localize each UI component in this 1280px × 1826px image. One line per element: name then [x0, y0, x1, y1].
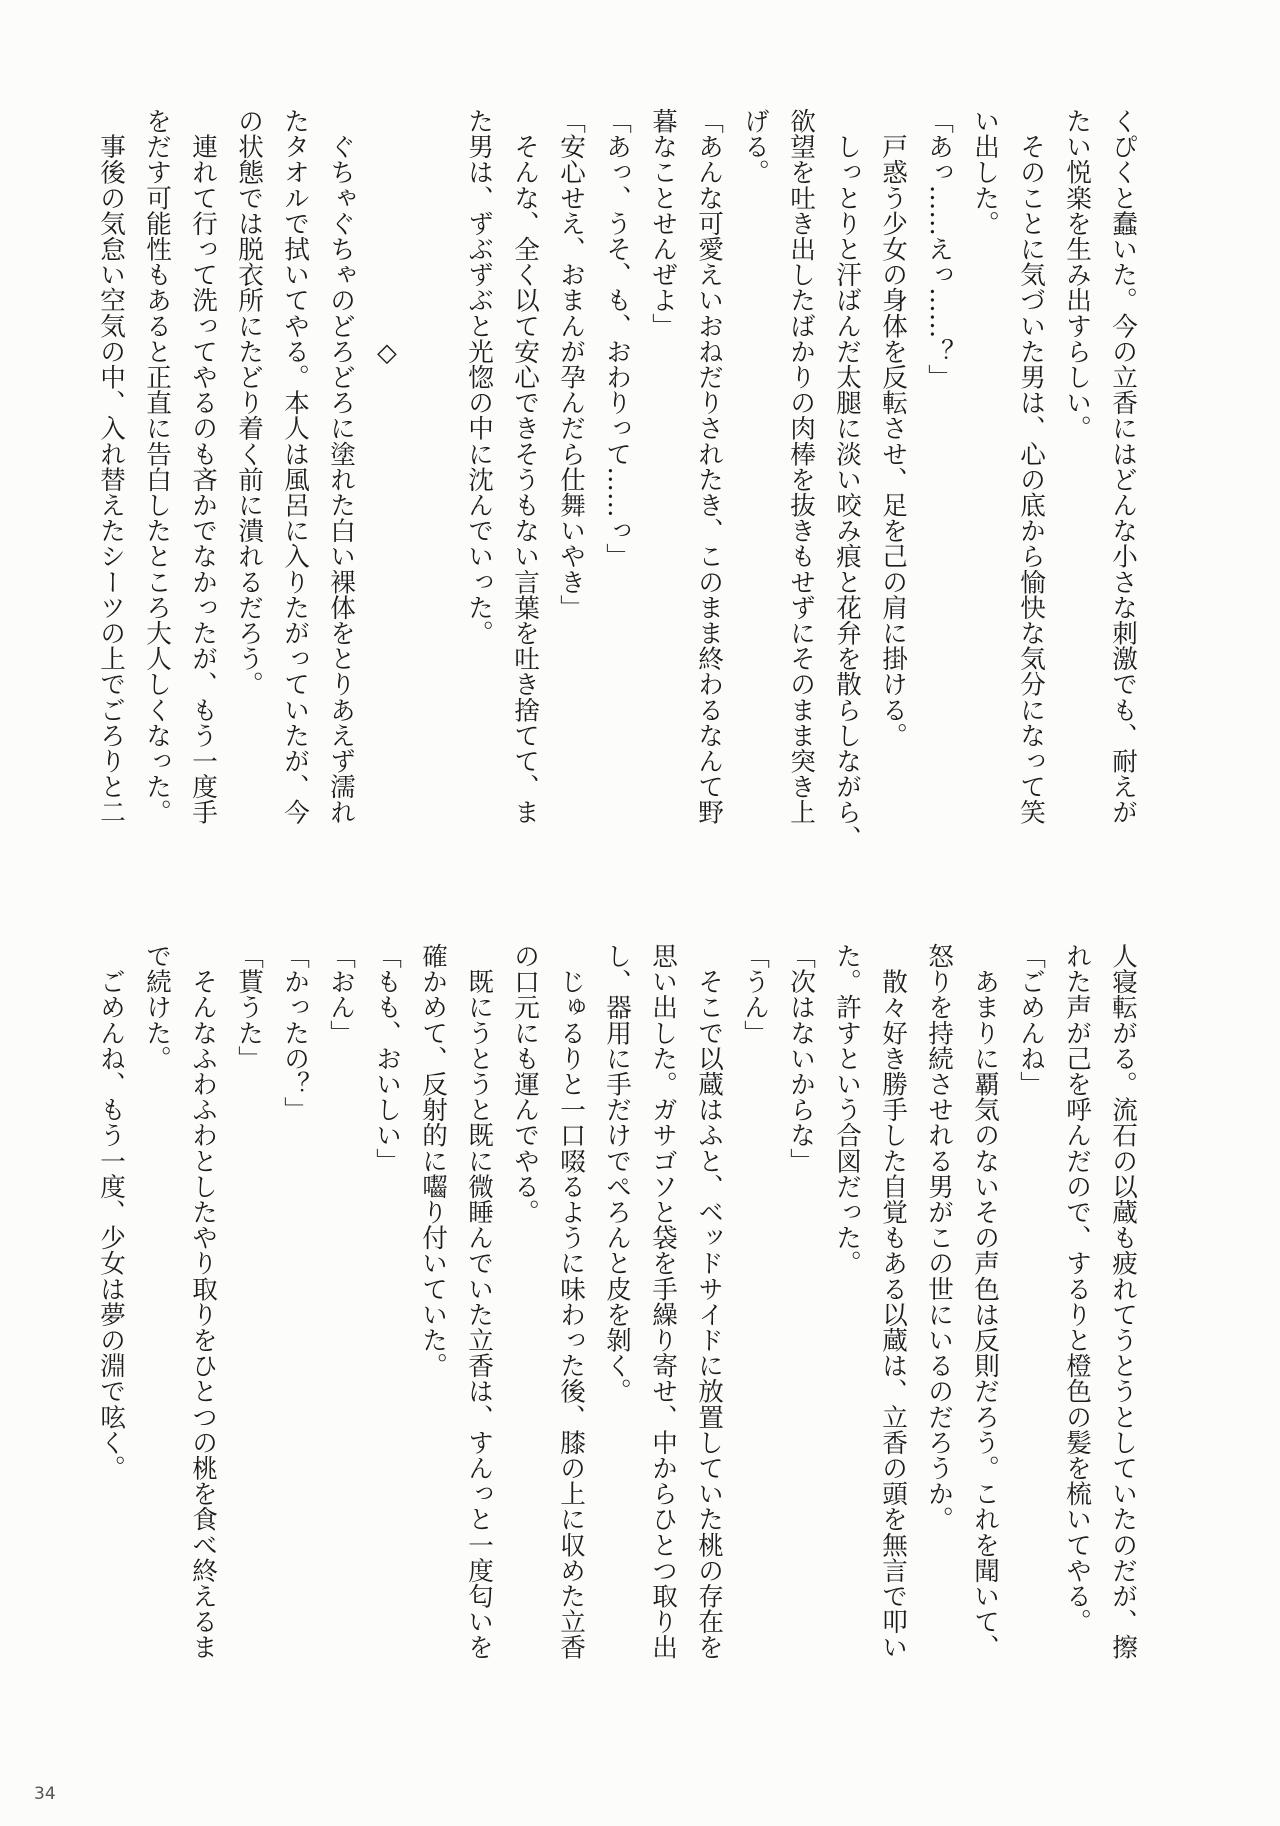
text-column: 思い出した。ガサゴソと袋を手繰り寄せ、中からひとつ取り出: [648, 943, 678, 1660]
text-column: 散々好き勝手した自覚もある以蔵は、立香の頭を無言で叩い: [878, 943, 908, 1660]
text-column: そんなふわふわとしたやり取りをひとつの桃を食べ終えるま: [188, 943, 218, 1660]
text-column: 連れて行って洗ってやるのも吝かでなかったが、もう一度手: [188, 108, 218, 825]
text-column: 確かめて、反射的に囓り付いていた。: [418, 943, 448, 1379]
text-column: 「もも、おいしい」: [372, 943, 402, 1174]
text-column: し、器用に手だけでぺろんと皮を剝く。: [602, 943, 632, 1404]
text-column: 戸惑う少女の身体を反転させ、足を己の肩に掛ける。: [878, 108, 908, 748]
text-column: 「次はないからな」: [786, 943, 816, 1174]
text-column: 暮なことせんぜよ」: [648, 108, 678, 339]
text-column: 既にうとうと既に微睡んでいた立香は、すんっと一度匂いを: [464, 943, 494, 1660]
text-column: 怒りを持続させれる男がこの世にいるのだろうか。: [924, 943, 954, 1532]
text-column: 「うん」: [740, 943, 770, 1046]
text-column: くぴくと蠢いた。今の立香にはどんな小さな刺激でも、耐えが: [1108, 108, 1138, 825]
text-column: 欲望を吐き出したばかりの肉棒を抜きもせずにそのまま突き上: [786, 108, 816, 825]
text-column: たタオルで拭いてやる。本人は風呂に入りたがっていたが、今: [280, 108, 310, 825]
text-column: れた声が己を呼んだので、するりと橙色の髪を梳いてやる。: [1062, 943, 1092, 1635]
text-column: い出した。: [970, 108, 1000, 236]
text-column: 「かったの？」: [280, 943, 310, 1123]
text-column: をだす可能性もあると正直に告白したところ大人しくなった。: [142, 108, 172, 825]
text-column: そのことに気づいた男は、心の底から愉快な気分になって笑: [1016, 108, 1046, 825]
text-column: 人寝転がる。流石の以蔵も疲れてうとうとしていたのだが、擦: [1108, 943, 1138, 1660]
text-column: しっとりと汗ばんだ太腿に淡い咬み痕と花弁を散らしながら、: [832, 108, 862, 851]
text-column: たい悦楽を生み出すらしい。: [1062, 108, 1092, 441]
text-column: そんな、全く以て安心できそうもない言葉を吐き捨てて、ま: [510, 108, 540, 825]
text-column: 「ごめんね」: [1016, 943, 1046, 1097]
upper-text-block: [88, 108, 1146, 851]
text-column: 事後の気怠い空気の中、入れ替えたシーツの上でごろりと二: [96, 108, 126, 825]
text-column: の口元にも運んでやる。: [510, 943, 540, 1225]
lower-text-block: [88, 943, 1146, 1683]
blank-column: [410, 108, 456, 848]
text-column: げる。: [740, 108, 770, 185]
text-column: 「貰うた」: [234, 943, 264, 1071]
text-column: で続けた。: [142, 943, 172, 1071]
text-column: ぐちゃぐちゃのどろどろに塗れた白い裸体をとりあえず濡れ: [326, 108, 356, 825]
page-number: 34: [34, 1784, 56, 1804]
text-column: 「安心せえ、おまんが孕んだら仕舞いやき」: [556, 108, 586, 620]
text-column: ごめんね、もう一度、少女は夢の淵で呟く。: [96, 943, 126, 1481]
text-column: 「あっ、うそ、も、おわりって……っ」: [602, 108, 632, 569]
text-column: の状態では脱衣所にたどり着く前に潰れるだろう。: [234, 108, 264, 697]
text-column: た。許すという合図だった。: [832, 943, 862, 1276]
text-column: 「あっ……えっ……？」: [924, 108, 954, 390]
text-column: あまりに覇気のないその声色は反則だろう。これを聞いて、: [970, 943, 1000, 1660]
text-column: た男は、ずぶずぶと光惚の中に沈んでいった。: [464, 108, 494, 646]
text-column: そこで以蔵はふと、ベッドサイドに放置していた桃の存在を: [694, 943, 724, 1660]
text-column: 「あんな可愛えいおねだりされたき、このまま終わるなんて野: [694, 108, 724, 825]
text-column: じゅるりと一口啜るように味わった後、膝の上に収めた立香: [556, 943, 586, 1660]
text-column: 「おん」: [326, 943, 356, 1046]
section-break-mark: ◇: [372, 338, 402, 369]
